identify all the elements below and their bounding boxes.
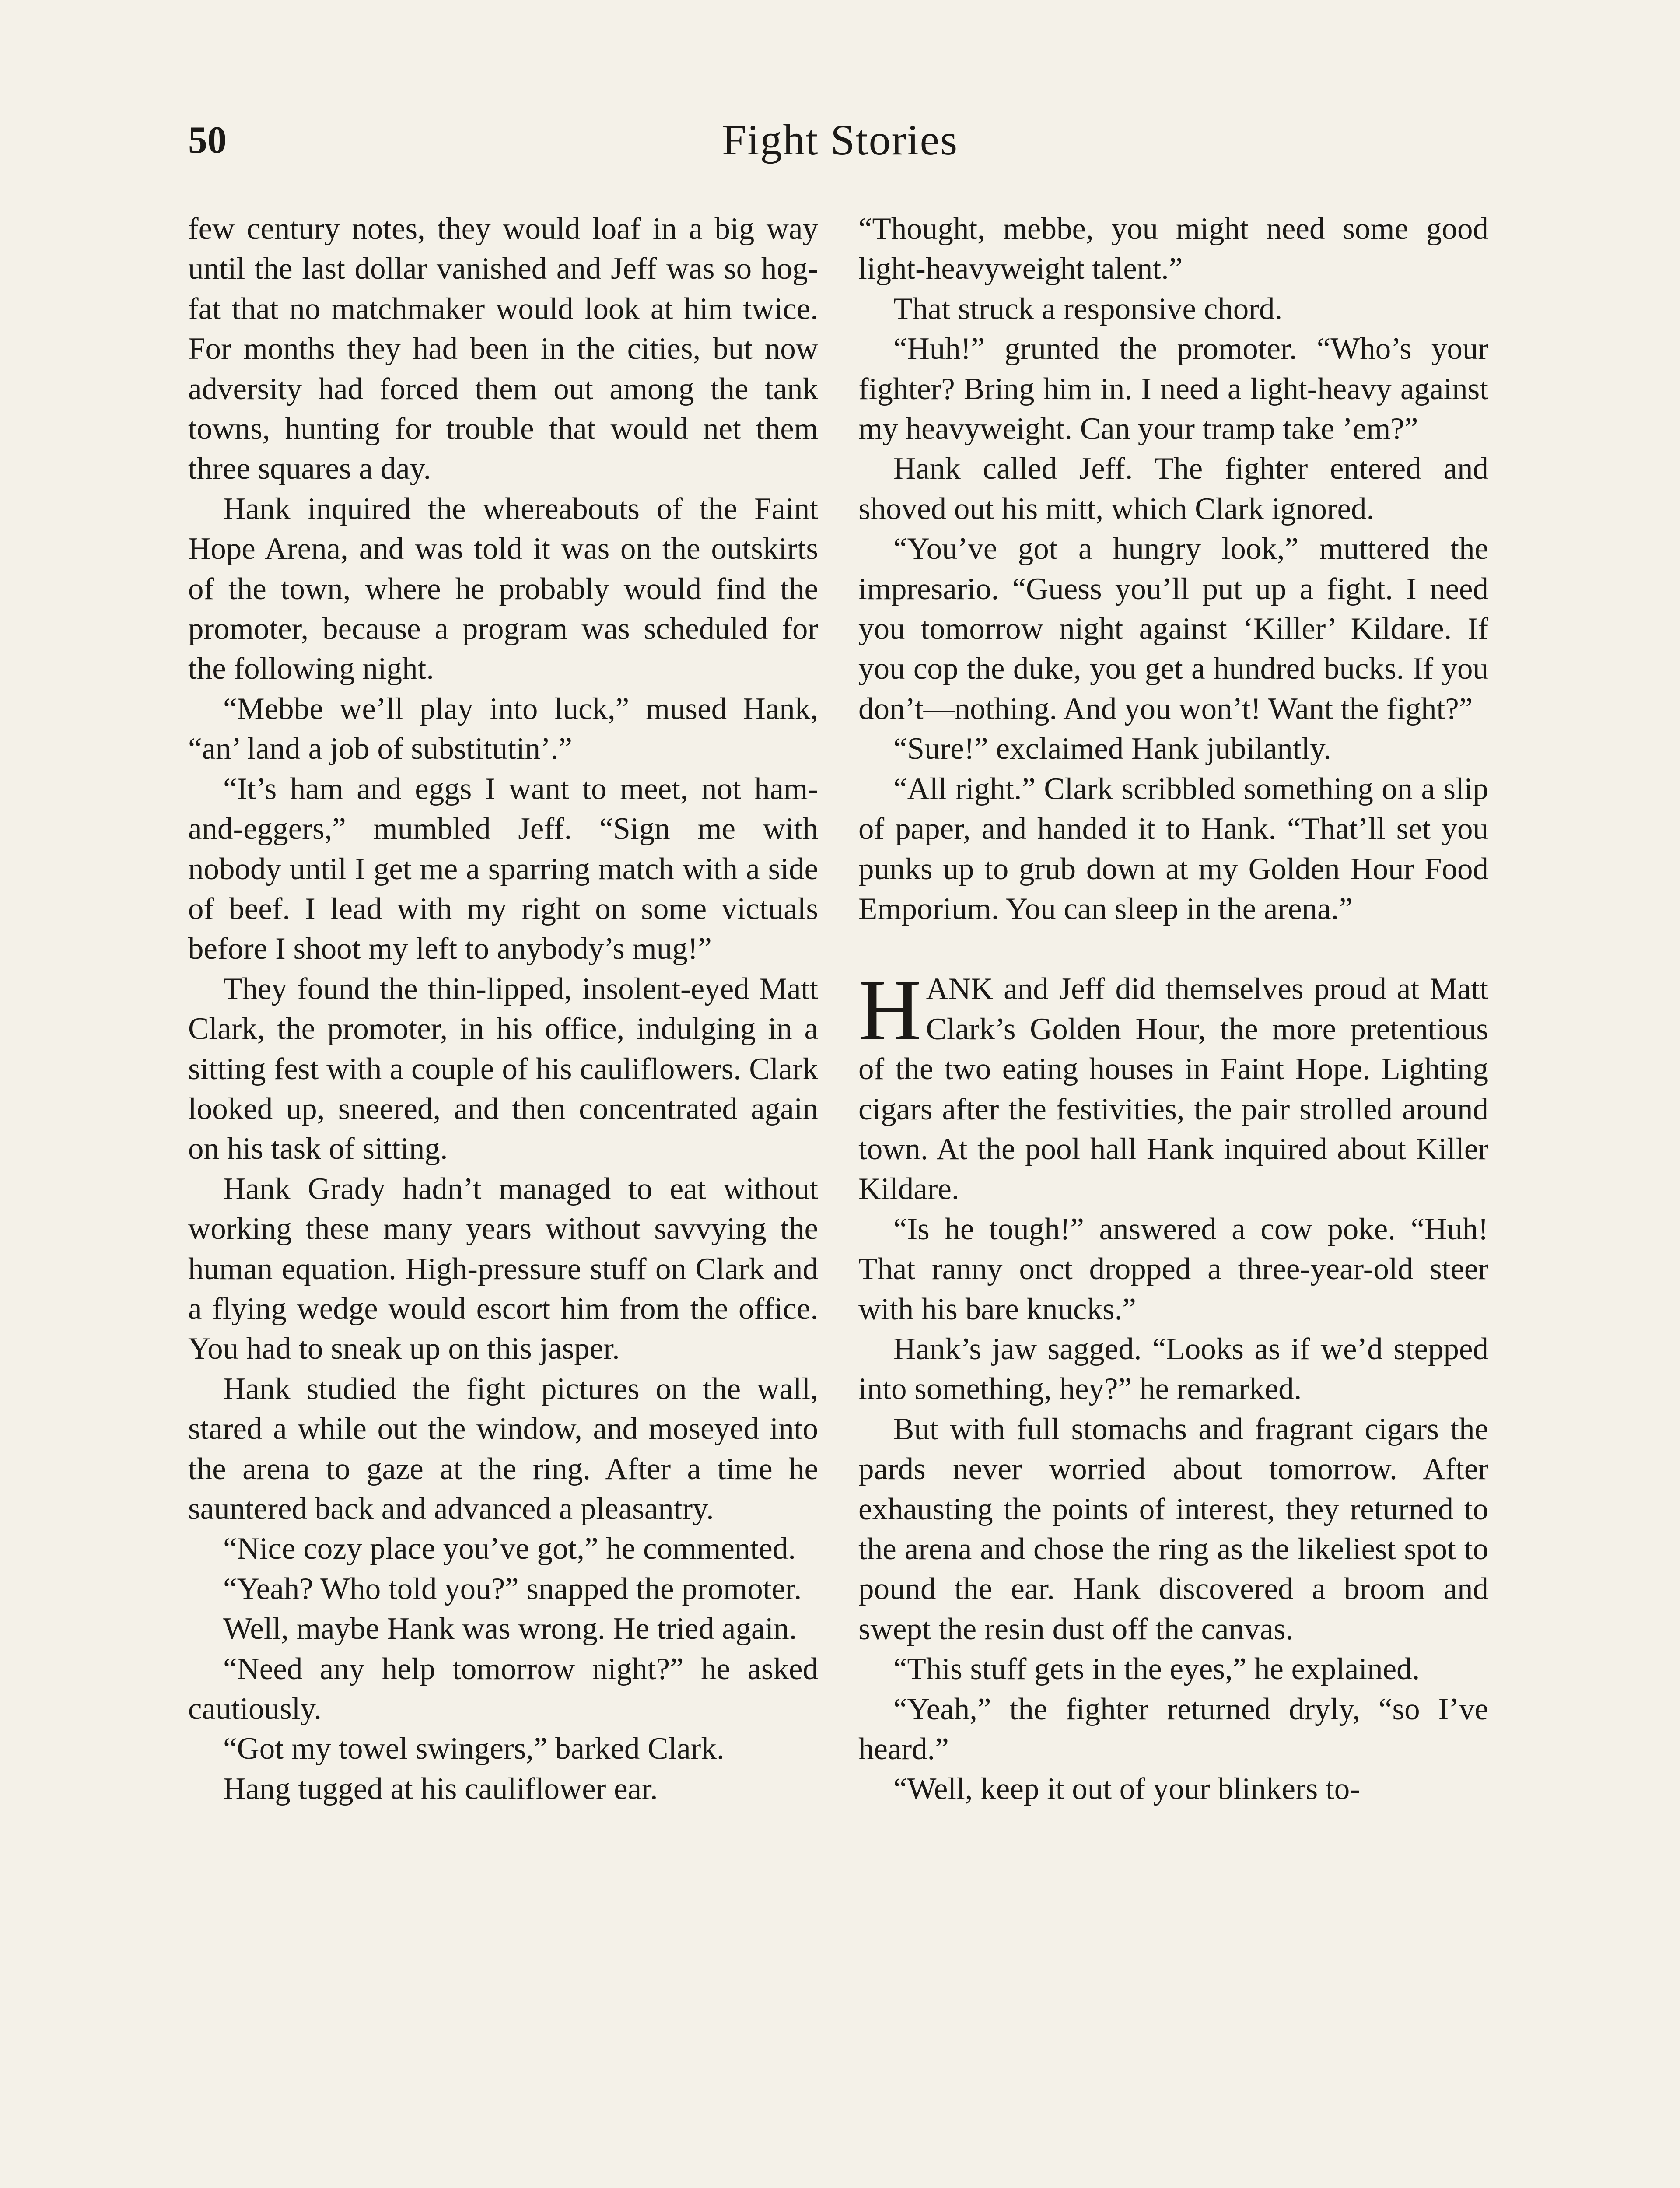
- paragraph: “Yeah? Who told you?” snapped the promoter.: [223, 1571, 802, 1606]
- paragraph: Hank inquired the whereabouts of the Faint Hope Arena, and was told it was on the outskirts of the town, where he probably would find the promoter, because a program was scheduled for the following night.: [188, 491, 818, 686]
- paragraph: They found the thin-lipped, insolent-eyed Matt Clark, the promoter, in his office, indulging in a sitting fest with a couple of his cauliflowers. Clark looked up, sneered, and then concentrated again on his task of sitting.: [188, 971, 818, 1166]
- paragraph: “Nice cozy place you’ve got,” he commented.: [223, 1532, 796, 1566]
- section-start-paragraph: [858, 962, 1488, 1209]
- paragraph: “Well, keep it out of your blinkers to-: [893, 1772, 1360, 1806]
- left-column: [188, 209, 818, 1809]
- running-title: Fight Stories: [722, 116, 958, 164]
- paragraph: Hang tugged at his cauliflower ear.: [223, 1771, 658, 1806]
- paragraph: “You’ve got a hungry look,” muttered the impresario. “Guess you’ll put up a fight. I need you tomorrow night against ‘Killer’ Kildare. If you cop the duke, you get a hundred bucks. If you don’t—nothing. And you won’t! Want the fight?”: [858, 532, 1488, 726]
- paragraph: “Yeah,” the fighter returned dryly, “so I’ve heard.”: [858, 1692, 1488, 1767]
- paragraph: few century notes, they would loaf in a big way until the last dollar vanished and Jeff was so hog-fat that no matchmaker would look at him twice. For months they had been in the cities, but now adversity had forced them out among the tank towns, hunting for trouble that would net them three squares a day.: [188, 212, 818, 486]
- paragraph: “Mebbe we’ll play into luck,” mused Hank, “an’ land a job of substitutin’.”: [188, 691, 818, 766]
- paragraph: Hank called Jeff. The fighter entered and shoved out his mitt, which Clark ignored.: [858, 452, 1488, 526]
- paragraph: “Got my towel swingers,” barked Clark.: [223, 1732, 724, 1766]
- paragraph: Hank studied the fight pictures on the wall, stared a while out the window, and moseyed into the arena to gaze at the ring. After a time he sauntered back and advanced a pleasantry.: [188, 1371, 818, 1526]
- paragraph: “This stuff gets in the eyes,” he explained.: [893, 1652, 1420, 1687]
- paragraph: “Huh!” grunted the promoter. “Who’s your fighter? Bring him in. I need a light-heavy against my heavyweight. Can your tramp take ’em?”: [858, 332, 1488, 446]
- paragraph: “All right.” Clark scribbled something on a slip of paper, and handed it to Hank. “That’ll set you punks up to grub down at my Golden Hour Food Emporium. You can sleep in the arena.”: [858, 771, 1488, 926]
- paragraph: “Need any help tomorrow night?” he asked cautiously.: [188, 1652, 818, 1726]
- paragraph: Hank’s jaw sagged. “Looks as if we’d stepped into something, hey?” he remarked.: [858, 1332, 1488, 1406]
- right-column: [858, 209, 1488, 1809]
- paragraph: “Thought, mebbe, you might need some good light-heavyweight talent.”: [858, 212, 1488, 286]
- drop-cap: H: [858, 962, 922, 1059]
- paragraph: “Is he tough!” answered a cow poke. “Huh! That ranny onct dropped a three-year-old steer with his bare knucks.”: [858, 1212, 1488, 1326]
- paragraph: “Sure!” exclaimed Hank jubilantly.: [893, 732, 1331, 766]
- paragraph: Well, maybe Hank was wrong. He tried again.: [223, 1612, 797, 1646]
- paragraph: That struck a responsive chord.: [893, 291, 1283, 326]
- section-text: ANK and Jeff did themselves proud at Matt Clark’s Golden Hour, the more pretentious of the two eating houses in Faint Hope. Lighting cigars after the festivities, the pair strolled around town. At the pool hall Hank inquired about Killer Kildare.: [858, 972, 1488, 1206]
- page-number: 50: [188, 119, 227, 161]
- paragraph: But with full stomachs and fragrant cigars the pards never worried about tomorrow. After exhausting the points of interest, they returned to the arena and chose the ring as the likeliest spot to pound the ear. Hank discovered a broom and swept the resin dust off the canvas.: [858, 1412, 1488, 1646]
- paragraph: “It’s ham and eggs I want to meet, not ham-and-eggers,” mumbled Jeff. “Sign me with nobody until I get me a sparring match with a side of beef. I lead with my right on some victuals before I shoot my left to anybody’s mug!”: [188, 771, 818, 966]
- paragraph: Hank Grady hadn’t managed to eat without working these many years without savvying the human equation. High-pressure stuff on Clark and a flying wedge would escort him from the office. You had to sneak up on this jasper.: [188, 1171, 818, 1366]
